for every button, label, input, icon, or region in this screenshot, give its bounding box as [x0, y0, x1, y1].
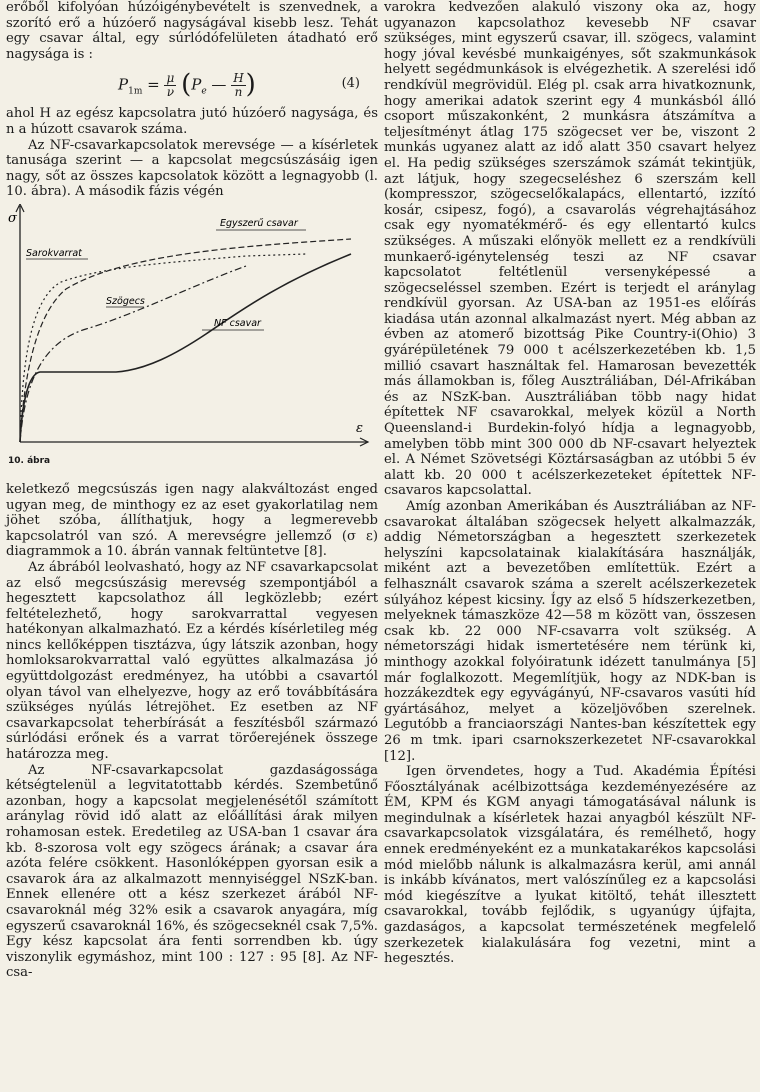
figure-caption: 10. ábra: [8, 455, 51, 466]
label-szogecs: Szögecs: [106, 295, 145, 307]
fraction-mu-nu: $\frac{\mu}{\nu}$: [166, 71, 175, 100]
y-axis-label: σ: [8, 210, 17, 226]
curve-egyszeru-csavar: [20, 239, 351, 442]
paragraph: Az NF-csavarkapcsolat gazdaságossága kétségtelenül a legvitatottabb kérdés. Szembetűnő azonban, hogy a kapcsolat megjelenésétől számított aránylag rövid idő alatt az előállítási árak milyen rohamosan estek. Eredetileg az USA-ban 1 csavar ára kb. 8-szorosa volt egy szögecs árának; a csavar ára azóta felére csökkent. Hasonlóképpen gyorsan esik a csavarok ára az alkalmazott mennyiséggel NSzK-ban. Ennek ellenére ott a kész szerkezet árából NF-csavaroknál még 32% esik a csavarok anyagára, míg egyszerű csavaroknál 16%, és szögecseknél csak 7,5%. Egy kész kapcsolat ára fenti sorrendben kb. úgy viszonylik egymáshoz, mint 100 : 127 : 95 [8]. Az NF-csa-: [6, 762, 378, 981]
fraction-h-n: $\frac{H}{n}$: [233, 71, 244, 100]
paragraph: Igen örvendetes, hogy a Tud. Akadémia Építési Főosztályának acélbizottsága kezdeményezésére az ÉM, KPM és KGM anyagi támogatásával nálunk is megindulnak a kísérletek hazai anyagból készült NF-csavarkapcsolatok vizsgálatára, és remélhető, hogy ennek eredményeként ez a munkatakarékos kapcsolási mód mielőbb nálunk is alkalmazásra kerül, ami annál is inkább kívánatos, mert valószínűleg ez a kapcsolási mód kiegészítve a lyukat kitöltő, tehát illesztett csavarokkal, tovább fejlődik, s ugyanúgy újfajta, gazdaságos, a kapcsolat természetének megfelelő szerkezetek kialakulására fog vezetni, mint a hegesztés.: [384, 764, 756, 967]
label-nf-csavar: NF csavar: [214, 317, 261, 329]
curve-sarokvarrat: [20, 254, 306, 442]
formula-expression: $P_{1m}$ = $\frac{\mu}{\nu}$ ($P_e$ — $\frac{H}{n}$ ): [118, 70, 256, 101]
figure-10-stress-strain: [6, 204, 378, 474]
right-column: [384, 0, 756, 967]
label-egyszeru-csavar: Egyszerű csavar: [220, 217, 298, 229]
paragraph: keletkező megcsúszás igen nagy alakváltozást enged ugyan meg, de minthogy ez az eset gyakorlatilag nem jöhet szóba, állíthatjuk, hogy a legmerevebb kapcsolatról van szó. A merevségre jellemző (σ ε) diagrammok a 10. ábrán vannak feltüntetve [8].: [6, 481, 378, 560]
formula-4: [6, 64, 378, 104]
curve-nf-csavar: [20, 254, 351, 442]
x-axis-label: ε: [356, 420, 363, 436]
paragraph: Az ábrából leolvasható, hogy az NF csavarkapcsolat az első megcsúszásig merevség szempontjából a hegesztett kapcsolathoz áll legközlebb; ezért feltételezhető, hogy sarokvarrattal vegyesen hatékonyan alkalmazható. Ez a kérdés kísérletileg még nincs kellőképpen tisztázva, úgy látszik azonban, hogy homloksarokvarrattal való együttes alkalmazása jó együttdolgozást eredményez, ha utóbbi a csavartól olyan távol van elhelyezve, hogy az erő továbbítására szükséges nyúlás létrejöhet. Ez esetben az NF csavarkapcsolat teherbírását a feszítésből származó súrlódási erőnek és a varrat törőerejének összege határozza meg.: [6, 559, 378, 763]
paragraph: Az NF-csavarkapcsolatok merevsége — a kísérletek tanusága szerint — a kapcsolat megcsúszásáig igen nagy, sőt az összes kapcsolatok között a legnagyobb (l. 10. ábra). A második fázis végén: [6, 137, 378, 200]
left-column: [6, 0, 378, 981]
stress-strain-diagram: [6, 204, 378, 474]
equation-number: (4): [341, 76, 360, 92]
paragraph: ahol H az egész kapcsolatra jutó húzóerő nagysága, és n a húzott csavarok száma.: [6, 106, 378, 137]
curve-szogecs: [20, 266, 246, 442]
paragraph: varokra kedvezően alakuló viszony oka az, hogy ugyanazon kapcsolathoz kevesebb NF csavar szükséges, mint egyszerű csavar, ill. szögecs, valamint hogy jóval kevésbé munkaigényes, sőt szakmunkások helyett segédmunkások is elvégezhetik. A szerelési idő rendkívül megrövidül. Elég pl. csak arra hivatkoznunk, hogy amerikai adatok szerint egy 4 munkásból álló csoport műszakonként, 2 munkásra átszámítva a teljesítményt átlag 175 szögecset ver be, viszont 2 munkás ugyanez alatt az idő alatt 350 csavart helyez el. Ha pedig szükséges szerszámok számát tekintjük, azt látjuk, hogy szegecseléshez 6 szerszám kell (kompresszor, szögecselőkalapács, ellentartó, izzító kosár, csipesz, fogó), a csavarolás végrehajtásához csak egy nyomatékmérő- és egy ellentartó kulcs szükséges. A műszaki előnyök mellett ez a rendkívüli munkaerő-igénytelenség teszi az NF csavar kapcsolatot feltétlenül versenyképessé a szögecseléssel szemben. Ezért is terjedt el aránylag rendkívül gyorsan. Az USA-ban az 1951-es előírás kiadása után azonnal alkalmazást nyert. Még abban az évben az atomerő bizottság Pike Country-i(Ohio) 3 gyárépületének 79 000 t acélszerkezetében kb. 1,5 millió csavart használtak fel. Hamarosan bevezették más államokban is, főleg Ausztráliában, Dél-Afrikában és az NSzK-ban. Ausztráliában több nagy hidat építettek NF csavarokkal, melyek közül a North Queensland-i Burdekin-folyó hídja a legnagyobb, amelyben több mint 300 000 db NF-csavart helyeztek el. A Német Szövetségi Köztársaságban az utóbbi 5 év alatt kb. 20 000 t acélszerkezeteket építettek NF-csavaros kapcsolattal.: [384, 0, 756, 499]
paragraph: erőből kifolyóan húzóigénybevételt is szenvednek, a szorító erő a húzóerő nagyságával kisebb lesz. Tehát egy csavar által, egy súrlódófelületen átadható erő nagysága is :: [6, 0, 378, 62]
label-sarokvarrat: Sarokvarrat: [26, 247, 82, 259]
paragraph: Amíg azonban Amerikában és Ausztráliában az NF-csavarokat általában szögecsek helyett alkalmazzák, addig Németországban a hegesztett szerkezetek helyszíni kapcsolatainak kialakítására használják, miként azt a bevezetőben említettük. Ezért a felhasznált csavarok száma a szerelt acélszerkezetek súlyához képest kicsiny. Így az első 5 hídszerkezetben, melyeknek támaszköze 42—58 m között van, összesen csak kb. 22 000 NF-csavarra volt szükség. A németországi hidak ismertetésére nem térünk ki, minthogy azokkal folyóiratunk idézett tanulmánya [5] már foglalkozott. Megemlítjük, hogy az NDK-ban is hozzákezdtek egy egyvágányú, NF-csavaros vasúti híd gyártásához, melyet a közeljövőben szerelnek. Legutóbb a franciaországi Nantes-ban készítettek egy 26 m tmk. ipari csarnokszerkezetet NF-csavarokkal [12].: [384, 499, 756, 764]
